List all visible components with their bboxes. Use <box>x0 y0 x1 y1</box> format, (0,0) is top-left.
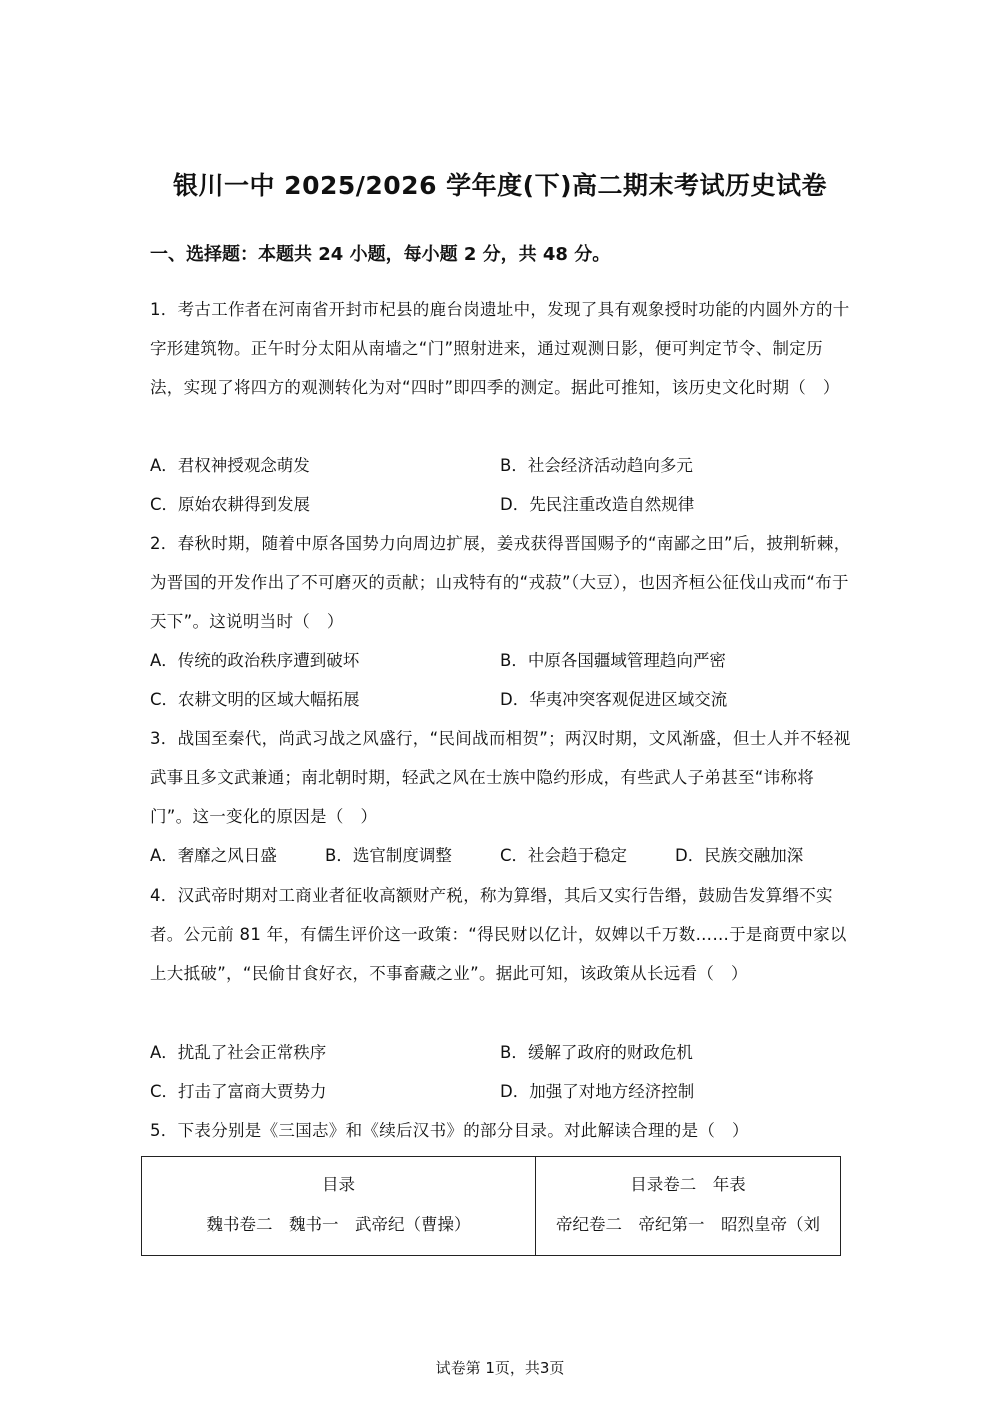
option-b[interactable]: B．社会经济活动趋向多元 <box>500 456 693 475</box>
question-5-stem: 5．下表分别是《三国志》和《续后汉书》的部分目录。对此解读合理的是（ ） <box>150 1121 749 1140</box>
option-b[interactable]: B．缓解了政府的财政危机 <box>500 1043 693 1062</box>
table-row <box>142 1157 841 1256</box>
option-c[interactable]: C．农耕文明的区域大幅拓展 <box>150 690 360 709</box>
option-b[interactable]: B．选官制度调整 <box>325 846 452 865</box>
table-cell-text: 魏书卷二 魏书一 武帝纪（曹操） <box>206 1215 471 1234</box>
exam-title: 银川一中 2025/2026 学年度(下)高二期末考试历史试卷 <box>172 171 828 200</box>
table-cell <box>536 1157 841 1256</box>
question-4-stem: 4．汉武帝时期对工商业者征收高额财产税，称为算缗，其后又实行告缗，鼓励告发算缗不实者。公元前 81 年，有儒生评价这一政策：“得民财以亿计，奴婢以千万数……于是商贾中家以上大抵破”，“民偷甘食好衣，不事畜藏之业”。据此可知，该政策从长远看（ ） <box>150 886 847 983</box>
option-c[interactable]: C．打击了富商大贾势力 <box>150 1082 327 1101</box>
question-1-options <box>150 446 850 524</box>
section-heading: 一、选择题：本题共 24 小题，每小题 2 分，共 48 分。 <box>150 244 611 265</box>
question-1-stem: 1．考古工作者在河南省开封市杞县的鹿台岗遗址中，发现了具有观象授时功能的内圆外方的十字形建筑物。正午时分太阳从南墙之“门”照射进来，通过观测日影，便可判定节令、制定历法，实现了将四方的观测转化为对“四时”即四季的测定。据此可推知，该历史文化时期（ ） <box>150 300 850 397</box>
option-a[interactable]: A．扰乱了社会正常秩序 <box>150 1043 327 1062</box>
table-header: 目录 <box>322 1175 355 1194</box>
table-cell <box>142 1157 536 1256</box>
question-2-options <box>150 641 850 719</box>
table-header: 目录卷二 年表 <box>630 1175 746 1194</box>
option-a[interactable]: A．君权神授观念萌发 <box>150 456 310 475</box>
page-footer: 试卷第 1页，共3页 <box>435 1359 565 1377</box>
catalog-table <box>141 1156 841 1256</box>
question-2-stem: 2．春秋时期，随着中原各国势力向周边扩展，姜戎获得晋国赐予的“南鄙之田”后，披荆斩棘，为晋国的开发作出了不可磨灭的贡献；山戎特有的“戎菽”（大豆），也因齐桓公征伐山戎而“布于天下”。这说明当时（ ） <box>150 534 851 631</box>
question-3-options <box>150 836 850 875</box>
option-d[interactable]: D．先民注重改造自然规律 <box>500 495 695 514</box>
option-a[interactable]: A．奢靡之风日盛 <box>150 846 277 865</box>
question-3-stem: 3．战国至秦代，尚武习战之风盛行，“民间战而相贺”；两汉时期，文风渐盛，但士人并不轻视武事且多文武兼通；南北朝时期，轻武之风在士族中隐约形成，有些武人子弟甚至“讳称将门”。这一变化的原因是（ ） <box>150 729 851 826</box>
table-cell-text: 帝纪卷二 帝纪第一 昭烈皇帝（刘 <box>556 1215 820 1234</box>
question-4-options <box>150 1033 850 1111</box>
option-d[interactable]: D．民族交融加深 <box>675 846 804 865</box>
option-d[interactable]: D．加强了对地方经济控制 <box>500 1082 695 1101</box>
option-c[interactable]: C．原始农耕得到发展 <box>150 495 311 514</box>
option-c[interactable]: C．社会趋于稳定 <box>500 846 628 865</box>
option-d[interactable]: D．华夷冲突客观促进区域交流 <box>500 690 728 709</box>
option-a[interactable]: A．传统的政治秩序遭到破坏 <box>150 651 360 670</box>
option-b[interactable]: B．中原各国疆域管理趋向严密 <box>500 651 726 670</box>
